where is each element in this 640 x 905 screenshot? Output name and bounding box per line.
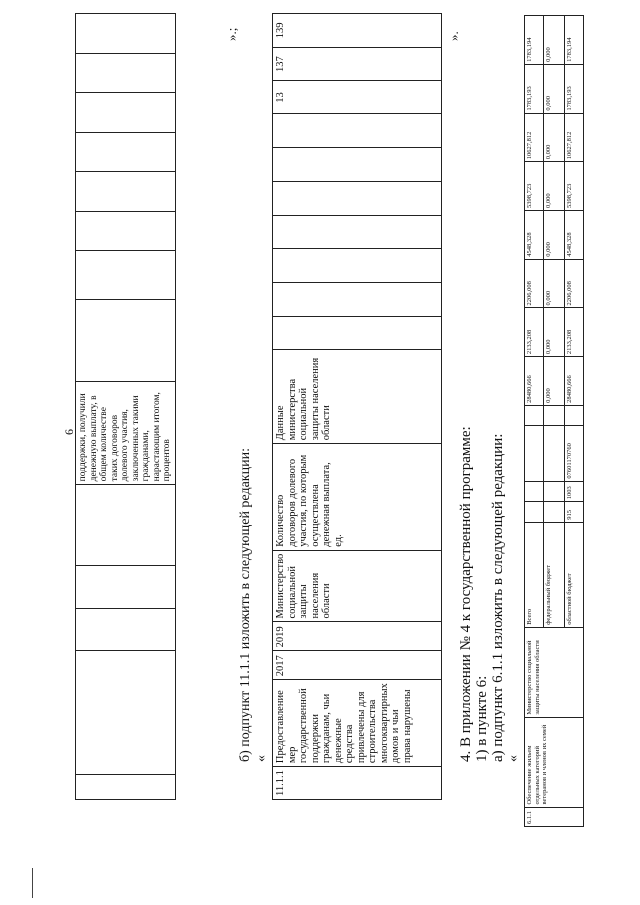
measure-name: Предоставление мер государственной поддержки гражданам, чьи денежные средства привлечены для строительства многоквартирных домов и чьи права нарушены — [273, 680, 442, 767]
value: 2133,208 — [525, 308, 544, 357]
cell — [76, 565, 176, 608]
value: 10627,812 — [565, 113, 584, 162]
cell — [76, 14, 176, 54]
data-source: Данные министерства социальной защиты населения области — [273, 350, 442, 444]
cell — [76, 300, 176, 382]
cell — [76, 251, 176, 300]
cell — [76, 211, 176, 251]
paragraph-b: б) подпункт 11.1.1 изложить в следующей редакции: — [238, 448, 253, 762]
value: 2206,008 — [565, 259, 584, 308]
value: 0,000 — [543, 211, 564, 260]
indicator-cell: поддержки, получили денежную выплату, в общем количестве таких договоров долевого участия, заключенных такими гражданами, нарастающим итогом, процентов — [76, 382, 176, 485]
measure-name: Обеспечение жильем отдельных категорий ветеранов и членов их семей — [525, 717, 584, 807]
row-number: 6.1.1 — [525, 807, 584, 826]
value: 0,000 — [543, 64, 564, 113]
code — [543, 481, 564, 502]
value-2: 137 — [273, 47, 442, 81]
cell — [273, 283, 442, 317]
code: 07601170760 — [565, 426, 584, 481]
indicator: Количество договоров долевого участия, по которым осуществлена денежная выплата, ед. — [273, 444, 442, 550]
value: 4548,328 — [565, 211, 584, 260]
row-label: федеральный бюджет — [543, 522, 564, 627]
value: 2133,208 — [565, 308, 584, 357]
paragraph-a: а) подпункт 6.1.1 изложить в следующей редакции: — [490, 433, 506, 762]
cell — [76, 93, 176, 133]
quote-open: « — [254, 755, 269, 762]
code: 915 — [565, 502, 584, 523]
code — [525, 426, 544, 481]
paragraph-4: 4. В приложении № 4 к государственной программе: — [458, 426, 474, 762]
value: 5398,723 — [525, 162, 544, 211]
value-1: 13 — [273, 81, 442, 114]
value: 28480,666 — [565, 357, 584, 406]
table-6-1-1 — [524, 15, 584, 827]
cell — [76, 172, 176, 212]
row-label: областной бюджет — [565, 522, 584, 627]
cell — [273, 249, 442, 283]
table-11-1-1 — [272, 13, 442, 800]
row-number: 11.1.1 — [273, 767, 442, 800]
code — [543, 405, 564, 426]
code — [565, 405, 584, 426]
value: 5398,723 — [565, 162, 584, 211]
cell — [76, 608, 176, 650]
value: 0,000 — [543, 308, 564, 357]
page-number: 6 — [62, 429, 76, 435]
value: 0,000 — [543, 113, 564, 162]
code — [543, 502, 564, 523]
value: 0,000 — [543, 162, 564, 211]
value: 0,000 — [543, 16, 564, 65]
end-year: 2019 — [273, 622, 442, 651]
cell — [273, 148, 442, 182]
closing-quote: ».; — [224, 27, 239, 41]
value: 10627,812 — [525, 113, 544, 162]
paragraph-1: 1) в пункте 6: — [474, 675, 490, 762]
quote-open-2: « — [506, 755, 521, 762]
code — [525, 481, 544, 502]
value: 1783,193 — [525, 64, 544, 113]
cell — [273, 215, 442, 249]
cell — [76, 774, 176, 799]
start-year: 2017 — [273, 651, 442, 680]
row-label: Всего — [525, 522, 544, 627]
code — [543, 426, 564, 481]
code — [525, 405, 544, 426]
value: 0,000 — [543, 259, 564, 308]
binding-edge-mark — [32, 868, 33, 898]
cell — [76, 53, 176, 93]
cell — [273, 114, 442, 148]
value-3: 139 — [273, 14, 442, 48]
value: 4548,328 — [525, 211, 544, 260]
value: 28480,666 — [525, 357, 544, 406]
top-table-fragment — [75, 13, 176, 800]
value: 1783,194 — [565, 16, 584, 65]
value: 1783,194 — [525, 16, 544, 65]
executor: Министерство социальной защиты населения области — [525, 627, 584, 717]
executor: Министерство социальной защиты населения области — [273, 550, 442, 622]
cell — [76, 650, 176, 774]
cell — [76, 132, 176, 172]
value: 2206,008 — [525, 259, 544, 308]
closing-quote-2: ». — [446, 31, 461, 41]
code — [525, 502, 544, 523]
cell — [76, 485, 176, 565]
value: 1783,193 — [565, 64, 584, 113]
cell — [273, 181, 442, 215]
code: 1003 — [565, 481, 584, 502]
cell — [273, 316, 442, 350]
value: 0,000 — [543, 357, 564, 406]
